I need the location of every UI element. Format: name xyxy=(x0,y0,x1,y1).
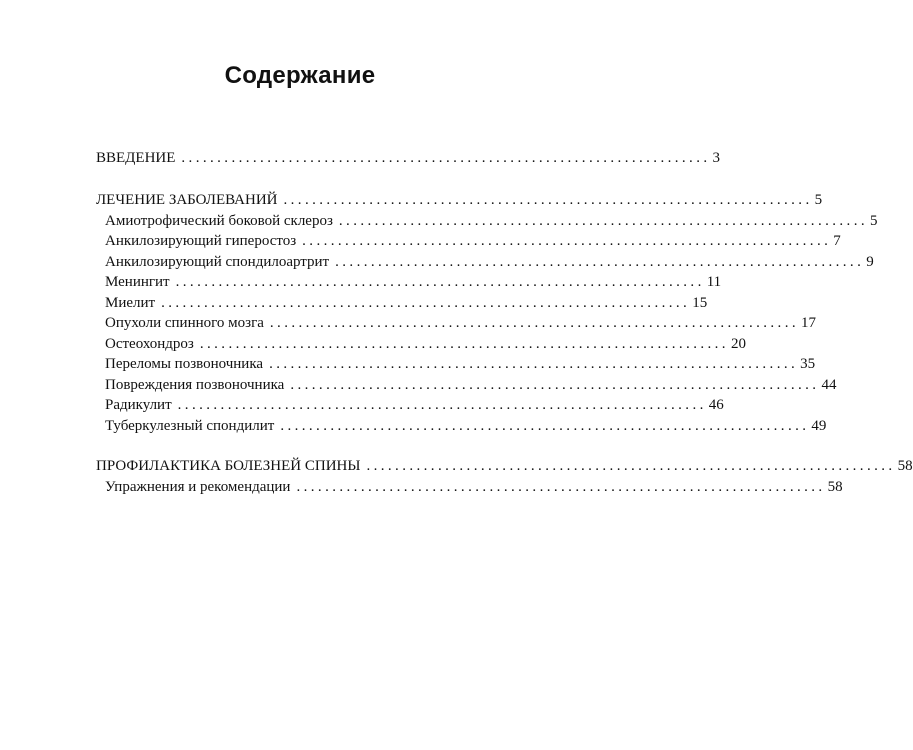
toc-entry-label: Повреждения позвоночника xyxy=(105,376,285,393)
toc-entry-label: Анкилозирующий спондилоартрит xyxy=(105,253,330,270)
toc-subentry[interactable] xyxy=(96,252,874,273)
toc-page-number: 17 xyxy=(801,315,816,331)
toc-entry-label: Амиотрофический боковой склероз xyxy=(105,212,333,229)
toc-subentry[interactable] xyxy=(96,375,837,396)
toc-page-number: 11 xyxy=(706,274,722,290)
toc-subentry[interactable] xyxy=(96,211,878,232)
toc-entry-label: Туберкулезный спондилит xyxy=(105,417,275,434)
toc-entry-label: Остеохондроз xyxy=(105,335,194,352)
page-title: Содержание xyxy=(224,62,376,89)
toc-page-number: 9 xyxy=(866,253,874,270)
dot-leader: .......................................................................... xyxy=(338,212,869,229)
toc-entry-label: Переломы позвоночника xyxy=(105,356,264,372)
toc-subentry[interactable] xyxy=(96,395,724,416)
dot-leader: .......................................................................... xyxy=(161,294,691,311)
dot-leader: .......................................................................... xyxy=(181,150,711,166)
toc-entry-label: ЛЕЧЕНИЕ ЗАБОЛЕВАНИЙ xyxy=(96,192,278,208)
toc-section-treatment xyxy=(96,190,878,436)
dot-leader: .......................................................................... xyxy=(269,315,799,331)
dot-leader: .......................................................................... xyxy=(302,233,832,249)
dot-leader: .......................................................................... xyxy=(335,253,865,270)
toc-entry-label: Упражнения и рекомендации xyxy=(105,478,291,495)
toc-page-number: 58 xyxy=(897,458,913,474)
dot-leader: .......................................................................... xyxy=(290,376,820,393)
toc-page-number: 58 xyxy=(827,478,843,495)
toc-section-heading[interactable] xyxy=(96,148,721,169)
toc-page-number: 7 xyxy=(833,233,841,249)
toc-entry-label: ПРОФИЛАКТИКА БОЛЕЗНЕЙ СПИНЫ xyxy=(96,458,361,474)
toc-entry-label: Миелит xyxy=(105,294,156,311)
dot-leader: .......................................................................... xyxy=(296,478,826,495)
toc-section-heading[interactable] xyxy=(96,456,913,477)
toc-page-number: 15 xyxy=(692,294,708,311)
toc-section-heading[interactable] xyxy=(96,190,823,211)
toc-section-prevention xyxy=(96,456,913,497)
dot-leader: .......................................................................... xyxy=(269,356,799,372)
toc-subentry[interactable] xyxy=(96,272,722,293)
toc-subentry[interactable] xyxy=(96,477,843,498)
toc-page-number: 46 xyxy=(708,397,724,413)
toc-page-number: 44 xyxy=(821,376,837,393)
toc-entry-label: ВВЕДЕНИЕ xyxy=(96,150,176,166)
toc-entry-label: Опухоли спинного мозга xyxy=(105,315,264,331)
toc-page-number: 20 xyxy=(730,335,746,352)
toc-subentry[interactable] xyxy=(96,313,816,334)
dot-leader: .......................................................................... xyxy=(199,335,729,352)
toc-page-number: 49 xyxy=(811,417,827,434)
toc-page-number: 35 xyxy=(800,356,816,372)
dot-leader: .......................................................................... xyxy=(175,274,705,290)
toc-entry-label: Анкилозирующий гиперостоз xyxy=(105,233,297,249)
toc-entry-label: Радикулит xyxy=(105,397,172,413)
toc-page-number: 3 xyxy=(712,150,721,166)
toc-subentry[interactable] xyxy=(96,334,746,355)
toc-page-number: 5 xyxy=(814,192,823,208)
dot-leader: .......................................................................... xyxy=(280,417,810,434)
dot-leader: .......................................................................... xyxy=(177,397,707,413)
toc-section-intro xyxy=(96,148,721,169)
toc-subentry[interactable] xyxy=(96,293,708,314)
toc-page-number: 5 xyxy=(870,212,878,229)
toc-subentry[interactable] xyxy=(96,354,816,375)
toc-subentry[interactable] xyxy=(96,231,841,252)
toc-entry-label: Менингит xyxy=(105,274,170,290)
toc-subentry[interactable] xyxy=(96,416,827,437)
dot-leader: .......................................................................... xyxy=(283,192,813,208)
dot-leader: .......................................................................... xyxy=(366,458,896,474)
